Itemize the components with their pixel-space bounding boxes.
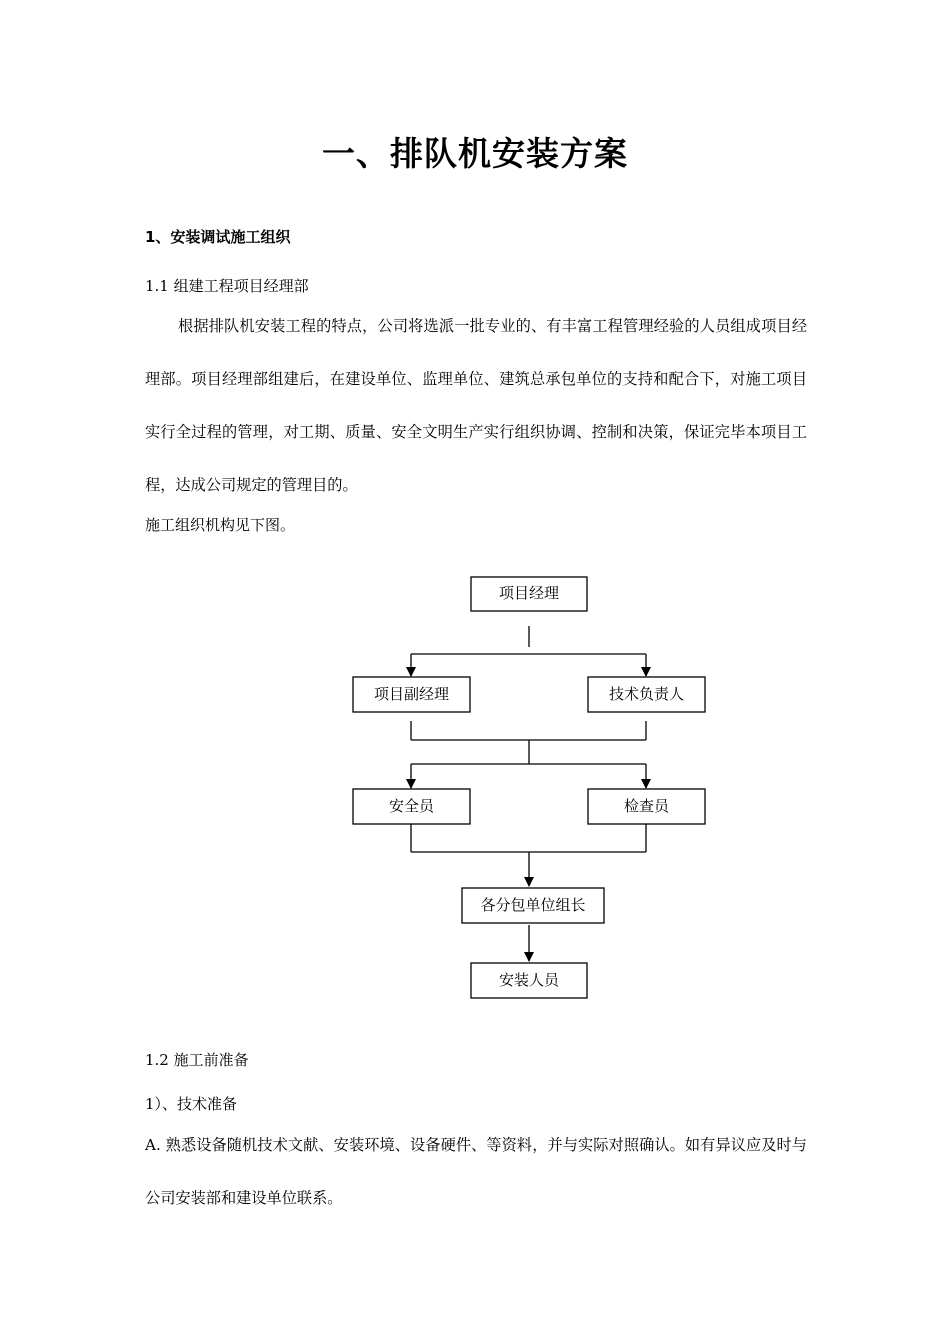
label-project-manager: 项目经理 (498, 584, 560, 602)
figure-caption: 施工组织机构见下图。 (145, 516, 296, 534)
subsection-heading: 1.1 组建工程项目经理部 (145, 277, 309, 295)
list-item-heading: 1）、技术准备 (145, 1095, 238, 1113)
label-subcontract-leaders: 各分包单位组长 (480, 896, 586, 914)
label-inspector: 检查员 (623, 797, 670, 815)
list-item: A. 熟悉设备随机技术文献、安装环境、设备硬件、等资料，并与实际对照确认。如有异议应及时与公司安装部和建设单位联系。 (145, 1136, 807, 1207)
body-paragraph: 根据排队机安装工程的特点，公司将选派一批专业的、有丰富工程管理经验的人员组成项目经理部。项目经理部组建后，在建设单位、监理单位、建筑总承包单位的支持和配合下，对施工项目实行全过程的管理，对工期、质量、安全文明生产实行组织协调、控制和决策，保证完毕本项目工程，达成公司规定的管理目的。 (145, 317, 807, 494)
section-heading: 1、安装调试施工组织 (145, 228, 291, 246)
label-tech-lead: 技术负责人 (608, 685, 685, 703)
page-title: 一、排队机安装方案 (322, 134, 628, 173)
label-installers: 安装人员 (498, 971, 560, 989)
subsection-heading: 1.2 施工前准备 (145, 1051, 249, 1069)
label-deputy-manager: 项目副经理 (373, 685, 450, 703)
label-safety-officer: 安全员 (388, 797, 435, 815)
